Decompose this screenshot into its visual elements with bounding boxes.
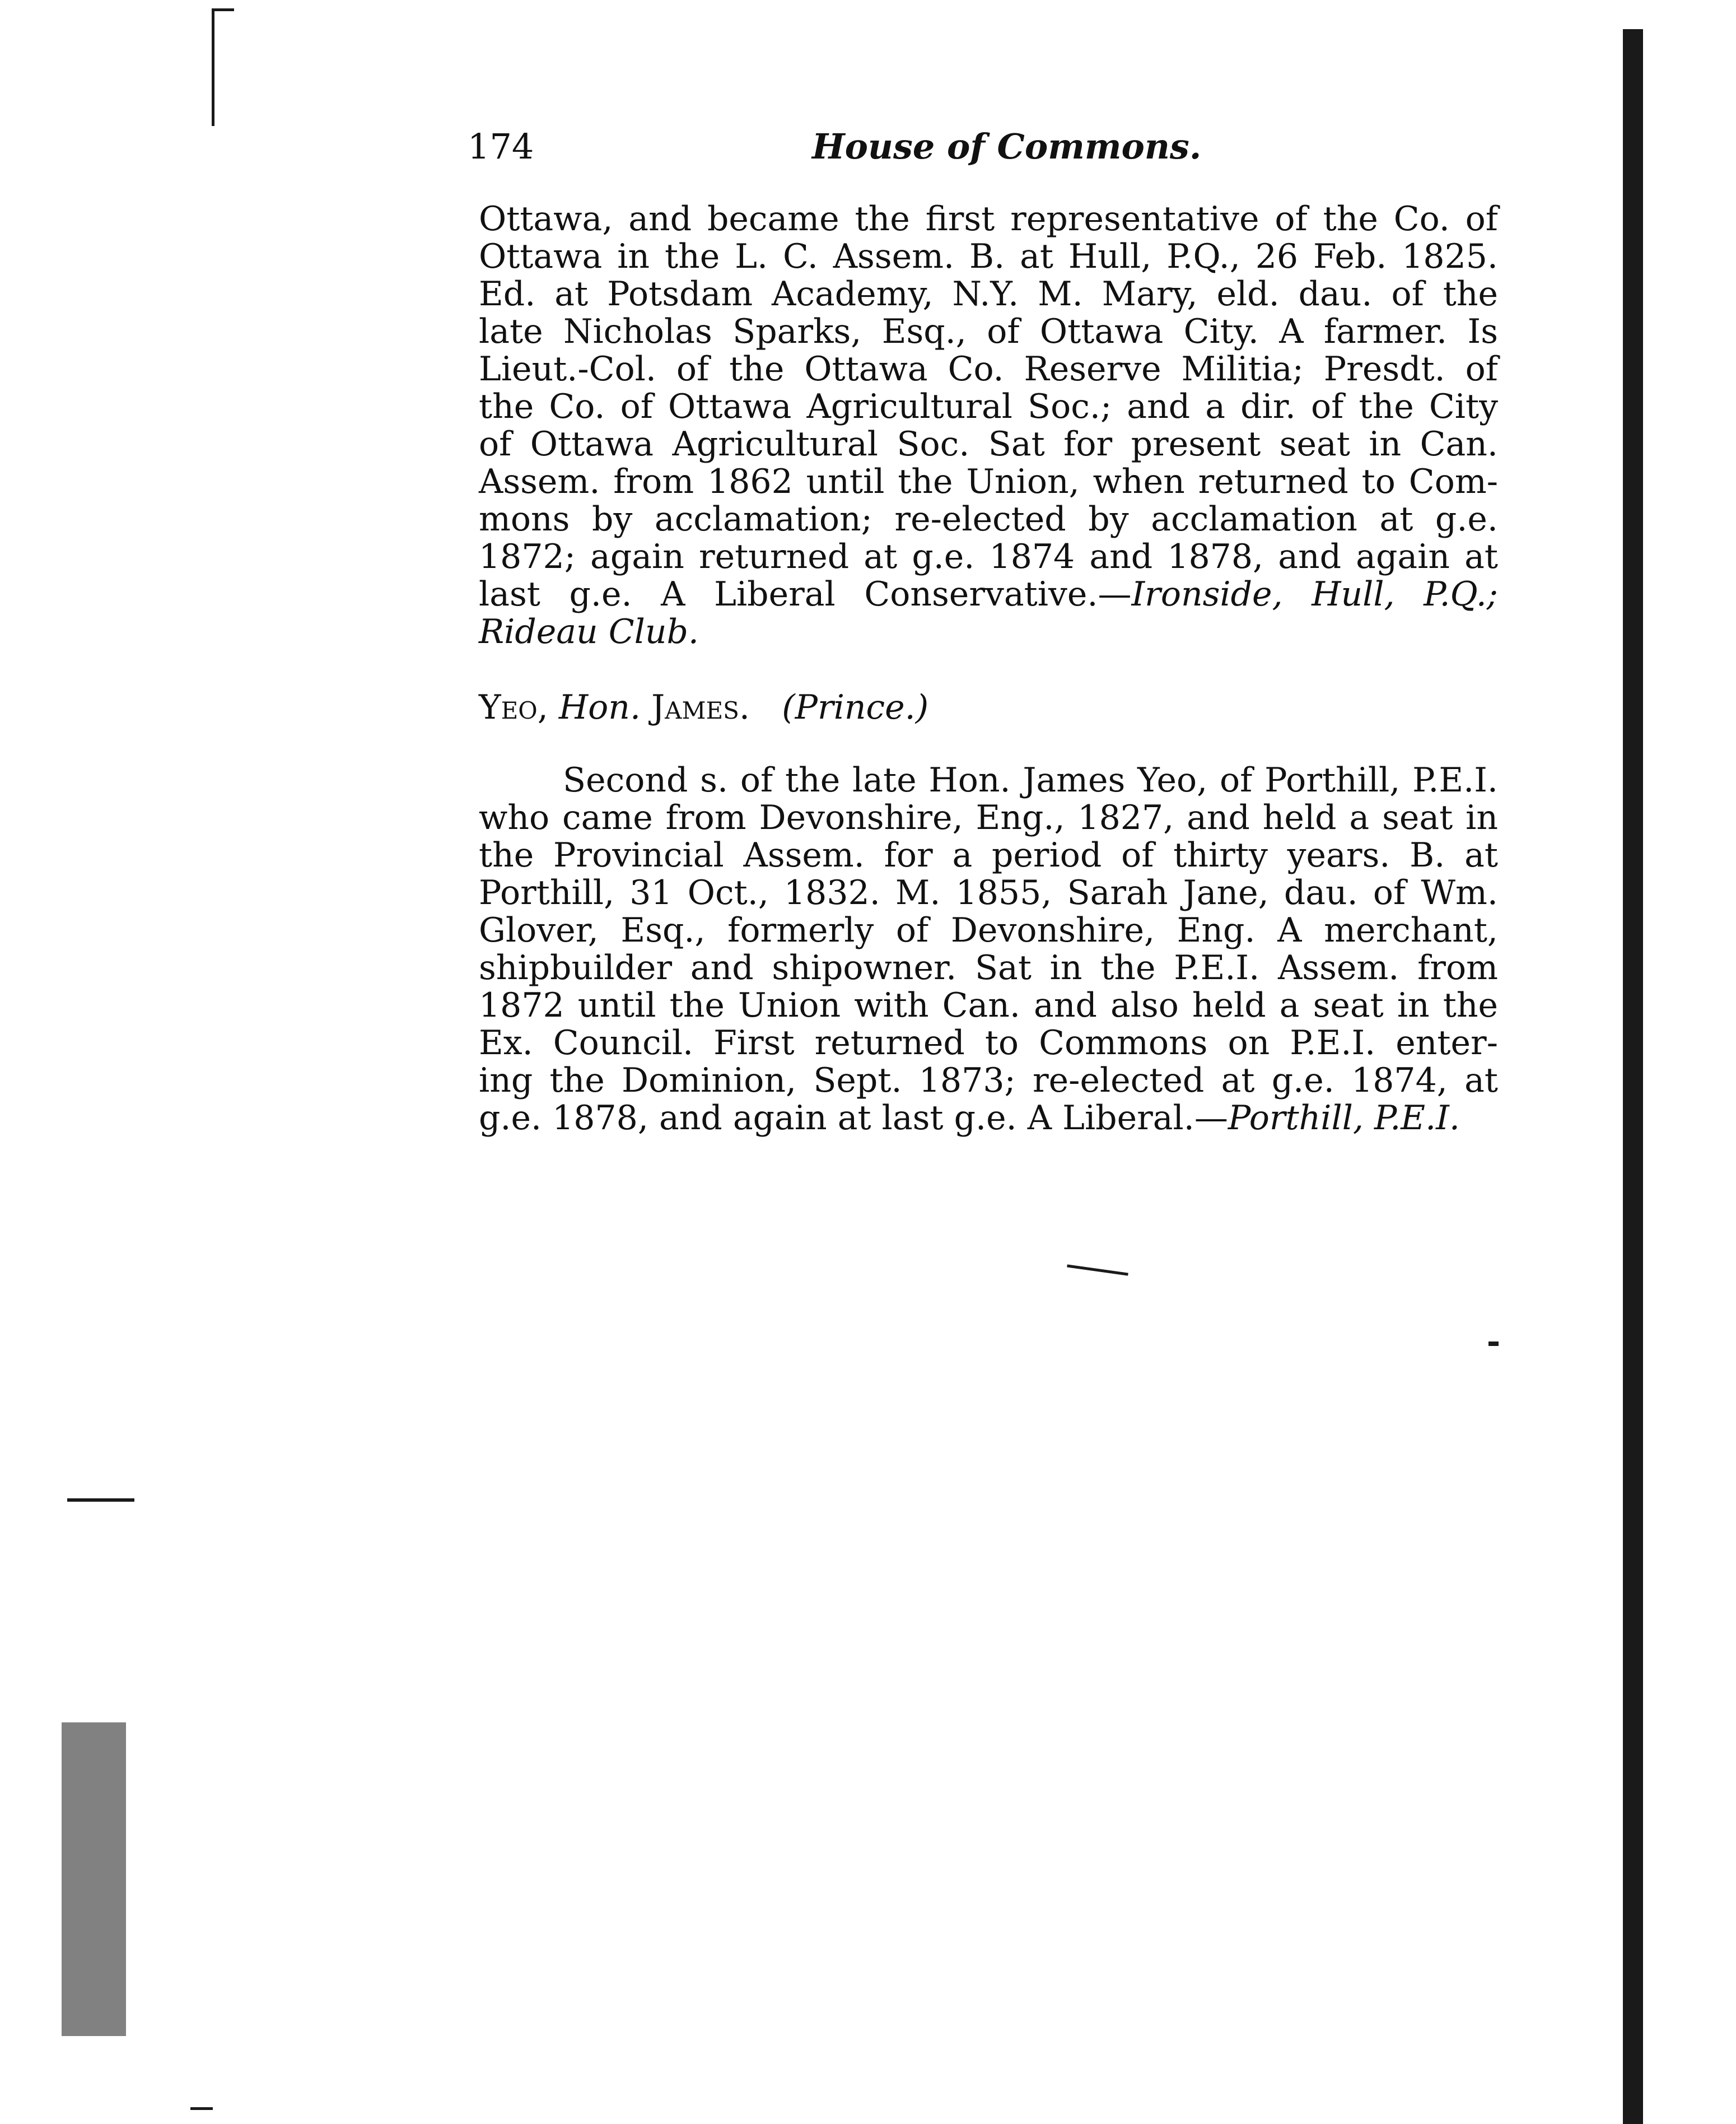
text-line-address (479, 576, 1498, 613)
address-italic: Ironside, Hull, P.Q.; (1131, 575, 1499, 614)
entry-2-heading (479, 688, 928, 727)
text-line-address (479, 1100, 1498, 1137)
entry-surname: Yeo, (479, 688, 548, 727)
entry-honorific: Hon. (558, 688, 641, 727)
text-line: of Ottawa Agricultural Soc. Sat for present seat in Can. (479, 425, 1498, 464)
text-line: mons by acclamation; re-elected by acclamation at g.e. (479, 500, 1498, 539)
text-line: late Nicholas Sparks, Esq., of Ottawa City. A farmer. Is (479, 312, 1498, 351)
text-line: 1872; again returned at g.e. 1874 and 1878, and again at (479, 537, 1498, 576)
entry-given-name: James. (651, 688, 750, 727)
text-line: Assem. from 1862 until the Union, when returned to Com- (479, 462, 1498, 501)
text-line: Ed. at Potsdam Academy, N.Y. M. Mary, eld. dau. of the (479, 274, 1498, 314)
page-number: 174 (468, 126, 534, 167)
entry-2-text (479, 762, 1498, 1137)
address-italic: Porthill, P.E.I. (1228, 1098, 1460, 1138)
stray-dot-right (1488, 1342, 1499, 1346)
page-header (468, 126, 1498, 176)
bottom-left-dash (190, 2107, 213, 2110)
text-line: Ottawa in the L. C. Assem. B. at Hull, P.Q., 26 Feb. 1825. (479, 237, 1498, 276)
text-line: ing the Dominion, Sept. 1873; re-elected at g.e. 1874, at (479, 1061, 1498, 1100)
text-line: the Co. of Ottawa Agricultural Soc.; and a dir. of the City (479, 387, 1498, 426)
text-line: Second s. of the late Hon. James Yeo, of Porthill, P.E.I. (563, 761, 1498, 800)
left-binding-line (212, 8, 214, 126)
left-margin-noise (62, 1722, 126, 2036)
stray-mark-center (1067, 1264, 1128, 1275)
text-line: who came from Devonshire, Eng., 1827, and held a seat in (479, 798, 1498, 837)
text-line: shipbuilder and shipowner. Sat in the P.E.I. Assem. from (479, 948, 1498, 988)
text-line: Ottawa, and became the first representative of the Co. of (479, 199, 1498, 239)
text-line: the Provincial Assem. for a period of thirty years. B. at (479, 836, 1498, 875)
text-line: Ex. Council. First returned to Commons on P.E.I. enter- (479, 1023, 1498, 1063)
address-lead-text: last g.e. A Liberal Conservative.— (479, 575, 1132, 614)
address-lead-text: g.e. 1878, and again at last g.e. A Liberal.— (479, 1098, 1228, 1138)
text-line: Glover, Esq., formerly of Devonshire, Eng. A merchant, (479, 911, 1498, 950)
left-rule-mark (67, 1498, 134, 1502)
text-line: Lieut.-Col. of the Ottawa Co. Reserve Militia; Presdt. of (479, 350, 1498, 389)
right-scan-edge-bar (1623, 29, 1643, 2124)
text-line: Porthill, 31 Oct., 1832. M. 1855, Sarah Jane, dau. of Wm. (479, 873, 1498, 912)
left-binding-tick (212, 8, 234, 11)
running-head: House of Commons. (812, 126, 1202, 167)
club-line: Rideau Club. (479, 612, 699, 651)
entry-constituency: (Prince.) (782, 688, 929, 727)
text-line: 1872 until the Union with Can. and also held a seat in the (479, 986, 1498, 1025)
entry-1-text (479, 201, 1498, 651)
